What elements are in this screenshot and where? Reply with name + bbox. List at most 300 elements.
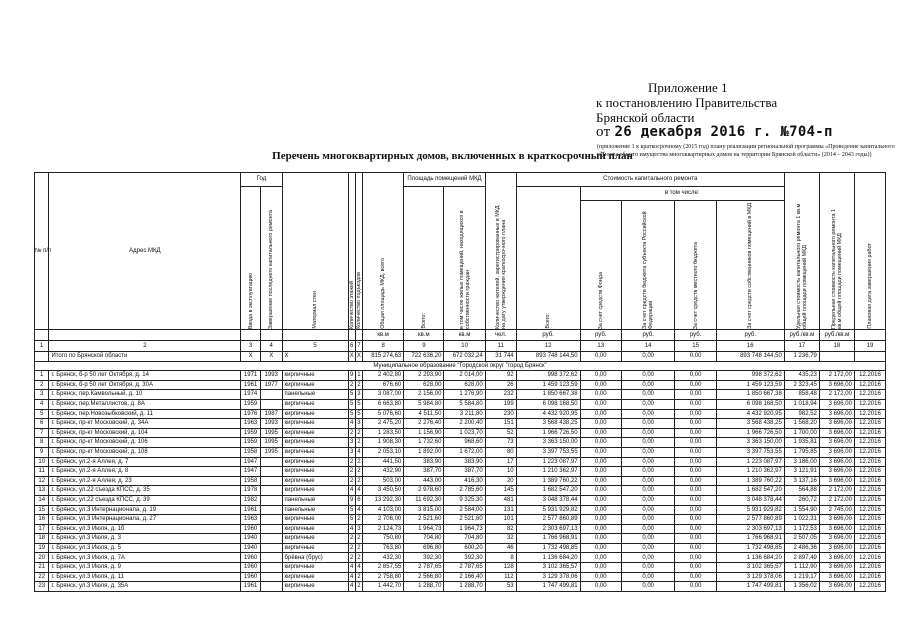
col-area-living-header: в том числе жилых помещений, находящихся в собственности граждан <box>444 187 485 330</box>
table-cell: 12.2016 <box>854 515 885 525</box>
table-cell: 3 568 438,25 <box>716 419 784 429</box>
table-cell: 9 <box>350 372 354 379</box>
table-cell: 3 696,00 <box>819 380 854 390</box>
table-cell: 968,60 <box>444 438 485 448</box>
table-row <box>35 467 886 477</box>
table-cell: кирпичные <box>282 572 348 582</box>
table-cell: 0,00 <box>675 380 716 390</box>
table-cell: 53 <box>485 582 516 592</box>
table-cell: 0,00 <box>580 563 621 573</box>
table-cell: 3 102 365,57 <box>716 563 784 573</box>
table-cell: 1 732 498,85 <box>716 543 784 553</box>
table-cell: 982,52 <box>784 409 819 419</box>
table-cell: 387,70 <box>404 467 444 477</box>
table-cell: 3 696,00 <box>819 543 854 553</box>
table-cell <box>260 524 282 534</box>
table-cell: г. Брянск, ул.3 Июля, д. 5 <box>49 543 241 553</box>
table-cell: 416,30 <box>444 476 485 486</box>
table-cell: 3 696,00 <box>819 438 854 448</box>
table-cell: 0,00 <box>621 505 675 515</box>
table-cell: 2 200,40 <box>444 419 485 429</box>
table-cell: 12.2016 <box>854 495 885 505</box>
column-number-cell: 4 <box>260 341 282 352</box>
table-cell: 1 219,17 <box>784 572 819 582</box>
table-cell: 12.2016 <box>854 505 885 515</box>
table-cell: 3 450,50 <box>363 486 404 496</box>
table-cell: 1 018,94 <box>784 399 819 409</box>
table-row <box>35 543 886 553</box>
table-cell <box>260 495 282 505</box>
table-cell: 5 <box>357 401 361 408</box>
table-cell: 0,00 <box>621 428 675 438</box>
table-cell: г. Брянск, ул.3 Июля, д. 3 <box>49 534 241 544</box>
unit-cell: руб./кв.м <box>784 330 819 341</box>
table-cell: 1 112,90 <box>784 563 819 573</box>
table-cell: 0,00 <box>580 467 621 477</box>
table-cell: 1 459 123,59 <box>716 380 784 390</box>
table-cell: кирпичные <box>282 467 348 477</box>
table-cell: 0,00 <box>675 447 716 457</box>
table-cell: 12.2016 <box>854 371 885 381</box>
col-cost-all-header: Всего: <box>516 187 580 330</box>
table-cell: 0,00 <box>675 352 716 362</box>
table-cell: 2 584,00 <box>444 505 485 515</box>
column-number-cell: 16 <box>716 341 784 352</box>
table-cell: 2 172,00 <box>819 371 854 381</box>
table-cell: 0,00 <box>621 399 675 409</box>
table-cell: 5 076,60 <box>363 409 404 419</box>
col-area-group-header: Площадь помещений МКД <box>404 173 485 187</box>
table-cell: 1 908,30 <box>363 438 404 448</box>
table-cell: 1 276,90 <box>444 390 485 400</box>
table-cell: 12.2016 <box>854 582 885 592</box>
table-cell: 0,00 <box>621 380 675 390</box>
table-cell: 0,00 <box>580 515 621 525</box>
table-cell: кирпичные <box>282 380 348 390</box>
table-cell: 3 397 753,55 <box>716 447 784 457</box>
table-cell: 12.2016 <box>854 380 885 390</box>
table-cell: 2 <box>357 381 361 388</box>
table-cell <box>260 515 282 525</box>
table-cell: 0,00 <box>675 524 716 534</box>
table-cell: 1 389 760,22 <box>716 476 784 486</box>
table-cell: 3 363 150,00 <box>516 438 580 448</box>
table-cell <box>260 457 282 467</box>
table-cell: 4 <box>357 506 361 513</box>
table-cell: 2 <box>350 554 354 561</box>
table-cell: 1977 <box>260 380 282 390</box>
table-cell: панельные <box>282 495 348 505</box>
table-cell: 230 <box>485 409 516 419</box>
column-number-cell: 5 <box>282 341 348 352</box>
table-cell: 13 292,30 <box>363 495 404 505</box>
table-cell <box>260 399 282 409</box>
table-cell: 1 389 760,22 <box>516 476 580 486</box>
table-cell: 4 432 920,95 <box>716 409 784 419</box>
col-entrances-header: Количество подъездов <box>355 173 362 330</box>
table-cell: 0,00 <box>621 352 675 362</box>
table-row <box>35 534 886 544</box>
col-address-header: Адрес МКД <box>49 173 241 330</box>
table-cell: кирпичные <box>282 534 348 544</box>
table-cell: кирпичные <box>282 543 348 553</box>
table-cell: 4 <box>350 583 354 590</box>
table-cell: 0,00 <box>675 457 716 467</box>
table-cell: 1940 <box>241 543 261 553</box>
table-row <box>35 428 886 438</box>
table-cell: 1995 <box>260 428 282 438</box>
unit-cell: кв.м <box>444 330 485 341</box>
table-cell: 1 966 726,50 <box>516 428 580 438</box>
table-cell: 2 486,36 <box>784 543 819 553</box>
table-cell: 11 <box>35 467 49 477</box>
table-cell: 0,00 <box>675 438 716 448</box>
col-budget-rf-header: За счет средств бюджета субъекта Российской Федерации <box>621 201 675 330</box>
table-cell: 5 <box>350 516 354 523</box>
table-cell: 2 <box>357 573 361 580</box>
table-cell: кирпичные <box>282 524 348 534</box>
col-num-header: № п/п <box>35 173 49 330</box>
table-cell: 0,00 <box>580 352 621 362</box>
table-cell: 2 <box>357 554 361 561</box>
table-cell: 3 <box>350 439 354 446</box>
table-cell: 443,00 <box>404 476 444 486</box>
table-cell: 3 568 438,25 <box>516 419 580 429</box>
table-row <box>35 524 886 534</box>
table-cell: 3 696,00 <box>819 467 854 477</box>
table-cell: кирпичные <box>282 428 348 438</box>
table-cell: 0,00 <box>580 505 621 515</box>
table-cell: 432,90 <box>363 467 404 477</box>
table-cell: 0,00 <box>621 563 675 573</box>
table-cell: 12.2016 <box>854 447 885 457</box>
table-cell <box>260 505 282 515</box>
table-cell: 3 <box>35 390 49 400</box>
table-cell: 5 584,80 <box>444 399 485 409</box>
table-cell: 4 <box>350 420 354 427</box>
table-cell <box>260 553 282 563</box>
col-owners-header: За счет средств собственников помещений в МКД <box>716 201 784 330</box>
table-cell: 101 <box>485 515 516 525</box>
table-cell: 1974 <box>241 390 261 400</box>
table-cell: 3 048 378,44 <box>716 495 784 505</box>
table-cell: 1993 <box>260 419 282 429</box>
table-cell: 0,00 <box>580 553 621 563</box>
table-cell: кирпичные <box>282 419 348 429</box>
table-cell: 1 210 362,97 <box>716 467 784 477</box>
table-cell: 2 745,00 <box>819 505 854 515</box>
appendix-title: Приложение 1 <box>648 80 728 95</box>
table-cell: 1 682 547,20 <box>516 486 580 496</box>
table-cell: 5 <box>357 410 361 417</box>
table-cell: 858,48 <box>784 390 819 400</box>
unit-cell: кв.м <box>404 330 444 341</box>
table-cell: 2 166,40 <box>444 572 485 582</box>
table-cell: 1 732 498,85 <box>516 543 580 553</box>
column-number-cell: 7 <box>355 341 362 352</box>
table-cell: 9 <box>35 447 49 457</box>
table-cell: г. Брянск, ул.2-я Аллея, д. 7 <box>49 457 241 467</box>
table-cell: 19 <box>35 543 49 553</box>
total-row <box>35 352 886 362</box>
table-cell: 1 210 362,97 <box>516 467 580 477</box>
table-cell: г. Брянск, ул.22 съезда КПСС, д. 39 <box>49 495 241 505</box>
column-number-cell: 14 <box>621 341 675 352</box>
table-cell: 52 <box>485 428 516 438</box>
table-cell: 0,00 <box>580 371 621 381</box>
table-cell: г. Брянск, пер.Новозыбковский, д. 11 <box>49 409 241 419</box>
table-cell: 0,00 <box>580 380 621 390</box>
table-cell: 383,90 <box>404 457 444 467</box>
table-cell: 0,00 <box>675 428 716 438</box>
table-cell: 1959 <box>241 399 261 409</box>
table-cell: 1995 <box>260 447 282 457</box>
table-cell: 1960 <box>241 572 261 582</box>
table-row <box>35 390 886 400</box>
table-cell: 3 129 378,06 <box>516 572 580 582</box>
table-cell: 0,00 <box>675 476 716 486</box>
table-cell: 7 <box>35 428 49 438</box>
table-cell: 722 636,20 <box>404 352 444 362</box>
table-cell: 20 <box>35 553 49 563</box>
houses-table <box>34 172 886 592</box>
table-cell: брёвна (брус) <box>282 553 348 563</box>
table-cell: 0,00 <box>621 447 675 457</box>
table-cell: 0,00 <box>675 515 716 525</box>
table-cell: г. Брянск, ул.3 Июля, д. 11 <box>49 572 241 582</box>
table-cell: 0,00 <box>675 371 716 381</box>
table-cell: 12.2016 <box>854 534 885 544</box>
table-cell: кирпичные <box>282 447 348 457</box>
table-cell: г. Брянск, ул.2-я Аллея, д. 23 <box>49 476 241 486</box>
table-cell: 11 692,30 <box>404 495 444 505</box>
appendix-note: (приложение 1 к краткосрочному (2015 год) плану реализации региональной программы «Проведение капитального ремонта общего имущества многоквартирных домов на территории Брянской области» (2014 – 2043 годы)) <box>597 144 895 158</box>
col-residents-header: Количество жителей, зарегистрированных в МКД на дату утверждения краткосрочного плана <box>485 173 516 330</box>
table-cell: 199 <box>485 399 516 409</box>
table-cell: 0,00 <box>675 543 716 553</box>
appendix-date-prefix: от <box>596 124 611 140</box>
table-cell: 3 102 365,57 <box>516 563 580 573</box>
table-cell <box>819 352 854 362</box>
table-cell: 4 <box>350 564 354 571</box>
table-cell: 893 748 144,50 <box>716 352 784 362</box>
table-cell: 0,00 <box>621 409 675 419</box>
table-cell: 1995 <box>260 438 282 448</box>
table-cell: 2 <box>35 380 49 390</box>
table-cell <box>854 352 885 362</box>
table-cell: 1 223 087,97 <box>516 457 580 467</box>
table-cell: 2 <box>357 468 361 475</box>
table-cell: 0,00 <box>675 419 716 429</box>
table-cell: 0,00 <box>621 572 675 582</box>
units-row <box>35 330 886 341</box>
table-cell: г. Брянск, пр-кт Московский, д. 108 <box>49 447 241 457</box>
table-cell: 1963 <box>241 419 261 429</box>
table-cell: 3 696,00 <box>819 515 854 525</box>
table-cell: 1 568,20 <box>784 419 819 429</box>
table-cell: 21 <box>35 563 49 573</box>
table-cell: 4 <box>357 487 361 494</box>
table-cell: 1 766 968,91 <box>716 534 784 544</box>
table-cell: 1 223 087,97 <box>716 457 784 467</box>
table-cell: 4 <box>350 487 354 494</box>
col-fund-header: За счет средств Фонда <box>580 201 621 330</box>
table-cell: 20 <box>485 476 516 486</box>
table-cell: 6 098 168,50 <box>716 399 784 409</box>
table-cell: 0,00 <box>580 486 621 496</box>
col-year-header: Год <box>241 173 282 187</box>
table-cell <box>260 467 282 477</box>
table-cell: 3 696,00 <box>819 582 854 592</box>
table-cell: 12.2016 <box>854 486 885 496</box>
table-cell: 2 787,65 <box>404 563 444 573</box>
unit-cell: кв.м <box>363 330 404 341</box>
table-cell: 12.2016 <box>854 572 885 582</box>
table-cell: 1 459 123,59 <box>516 380 580 390</box>
table-cell: г. Брянск, ул.22 съезда КПСС, д. 35 <box>49 486 241 496</box>
table-cell: 3 696,00 <box>819 563 854 573</box>
table-cell: 1 732,60 <box>404 438 444 448</box>
table-cell: 31 744 <box>485 352 516 362</box>
table-cell: 4 511,50 <box>404 409 444 419</box>
table-cell: Итого по Брянской области <box>49 352 241 362</box>
table-cell <box>260 390 282 400</box>
table-cell: 750,80 <box>363 534 404 544</box>
table-cell: г. Брянск, б-р 50 лет Октября, д. 30А <box>49 380 241 390</box>
table-cell: 1 795,85 <box>784 447 819 457</box>
col-total-area-header: Общая площадь МКД, всего <box>363 173 404 330</box>
col-cost-group-header: Стоимость капитального ремонта <box>516 173 784 187</box>
table-cell: 3 211,80 <box>444 409 485 419</box>
column-number-cell: 11 <box>485 341 516 352</box>
table-cell: кирпичные <box>282 486 348 496</box>
table-cell: 1971 <box>241 371 261 381</box>
col-incl-header: в том числе: <box>580 187 784 201</box>
table-cell: 3 048 378,44 <box>516 495 580 505</box>
table-cell: 2 293,90 <box>404 371 444 381</box>
table-cell: 1987 <box>260 409 282 419</box>
table-cell: г. Брянск, ул.3 Июля, д. 7А <box>49 553 241 563</box>
appendix-header <box>596 80 896 140</box>
table-cell: 2 <box>350 535 354 542</box>
table-cell: 2 172,00 <box>819 486 854 496</box>
table-cell: 2 124,73 <box>363 524 404 534</box>
table-cell: 2 577 860,89 <box>716 515 784 525</box>
table-cell: 23 <box>35 582 49 592</box>
table-cell: 4 432 920,95 <box>516 409 580 419</box>
column-number-cell: 2 <box>49 341 241 352</box>
table-cell: 2 <box>357 583 361 590</box>
table-cell: 0,00 <box>580 582 621 592</box>
table-cell: 15 <box>35 505 49 515</box>
table-cell: кирпичные <box>282 438 348 448</box>
table-cell: 0,00 <box>621 543 675 553</box>
table-cell: 3 363 150,00 <box>716 438 784 448</box>
column-number-cell: 10 <box>444 341 485 352</box>
table-row <box>35 505 886 515</box>
table-cell: кирпичные <box>282 476 348 486</box>
table-cell: 1978 <box>241 486 261 496</box>
table-cell: г. Брянск, ул.2-я Аллея, д. 8 <box>49 467 241 477</box>
table-cell: 2 <box>357 429 361 436</box>
table-cell: 0,00 <box>621 419 675 429</box>
table-cell: 893 748 144,50 <box>516 352 580 362</box>
table-cell: 2 <box>357 439 361 446</box>
table-cell: 2 <box>350 544 354 551</box>
table-cell: 0,00 <box>675 467 716 477</box>
table-cell: г. Брянск, б-р 50 лет Октября, д. 14 <box>49 371 241 381</box>
table-cell: кирпичные <box>282 409 348 419</box>
table-cell: 1976 <box>241 409 261 419</box>
table-cell: 1 <box>35 371 49 381</box>
table-cell: 5 <box>350 506 354 513</box>
table-cell: 763,80 <box>363 543 404 553</box>
table-cell: X <box>356 353 361 360</box>
table-cell: 3 397 753,55 <box>516 447 580 457</box>
column-number-cell: 9 <box>404 341 444 352</box>
table-cell: 3 087,00 <box>363 390 404 400</box>
table-cell: 128 <box>485 563 516 573</box>
table-row <box>35 495 886 505</box>
table-cell: 3 696,00 <box>819 428 854 438</box>
table-cell: 260,72 <box>784 495 819 505</box>
table-cell: 0,00 <box>621 486 675 496</box>
table-row <box>35 409 886 419</box>
table-cell: 1 766 968,91 <box>516 534 580 544</box>
table-cell: 232 <box>485 390 516 400</box>
table-cell: 14 <box>35 495 49 505</box>
table-cell: 8 <box>35 438 49 448</box>
table-cell: 3 696,00 <box>819 409 854 419</box>
table-cell: 2 053,10 <box>363 447 404 457</box>
column-number-cell: 1 <box>35 341 49 352</box>
table-cell: 2 <box>357 516 361 523</box>
table-cell: 2 <box>357 458 361 465</box>
table-cell: 1947 <box>241 457 261 467</box>
table-cell: 2 303 697,13 <box>516 524 580 534</box>
table-cell: 387,70 <box>444 467 485 477</box>
table-cell: панельные <box>282 390 348 400</box>
column-number-cell: 13 <box>580 341 621 352</box>
unit-cell: руб. <box>516 330 580 341</box>
table-cell: 0,00 <box>675 390 716 400</box>
table-cell: 0,00 <box>580 399 621 409</box>
table-cell: 16 <box>35 515 49 525</box>
table-cell: 432,30 <box>363 553 404 563</box>
table-cell: X <box>241 352 261 362</box>
unit-cell: руб. <box>580 330 621 341</box>
table-cell: 1 700,00 <box>784 428 819 438</box>
column-number-cell: 6 <box>348 341 355 352</box>
table-cell: 3 <box>357 420 361 427</box>
table-cell: 151 <box>485 419 516 429</box>
table-row <box>35 380 886 390</box>
table-cell: 1 022,31 <box>784 515 819 525</box>
table-row <box>35 582 886 592</box>
table-cell: 600,20 <box>444 543 485 553</box>
table-cell: 131 <box>485 505 516 515</box>
table-cell: 2 156,00 <box>404 390 444 400</box>
table-cell: 1 156,90 <box>404 428 444 438</box>
table-cell: 0,00 <box>580 419 621 429</box>
table-cell: 1 747 499,81 <box>716 582 784 592</box>
table-cell: 12.2016 <box>854 476 885 486</box>
table-cell: 0,00 <box>675 534 716 544</box>
table-cell: 0,00 <box>675 399 716 409</box>
table-cell: 1 850 667,38 <box>516 390 580 400</box>
column-number-cell: 17 <box>784 341 819 352</box>
table-cell: 1 288,70 <box>444 582 485 592</box>
